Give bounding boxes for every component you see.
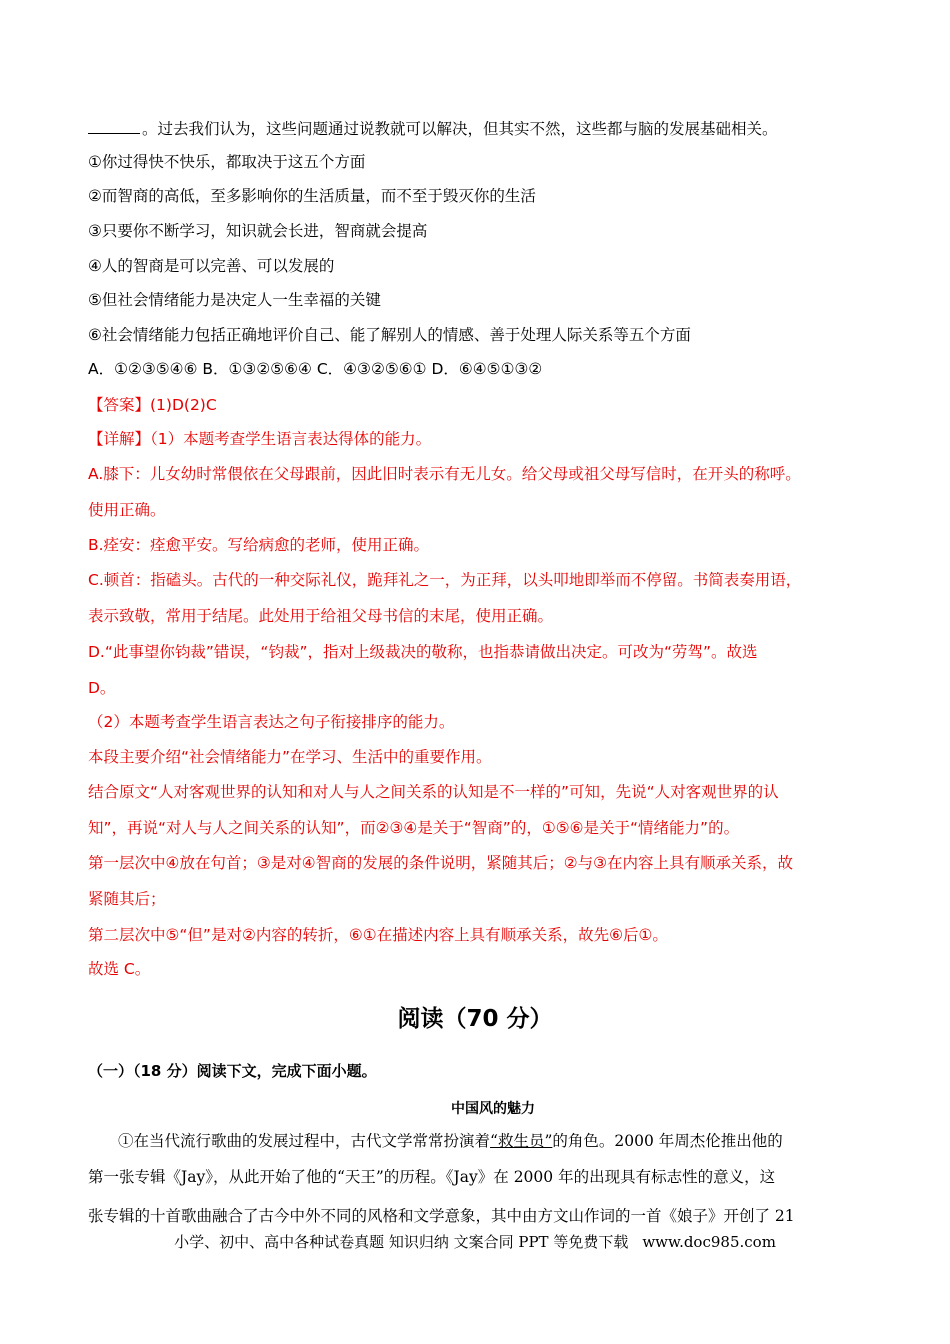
explanation-line: （2）本题考查学生语言表达之句子衔接排序的能力。 xyxy=(88,713,455,731)
footer-url: www.doc985.com xyxy=(642,1233,776,1251)
answer-choices: A．①②③⑤④⑥ B．①③②⑤⑥④ C．④③②⑤⑥① D．⑥④⑤①③② xyxy=(88,360,543,378)
article-quoted-term: “救生员” xyxy=(490,1132,553,1150)
sentence-option-6: ⑥社会情绪能力包括正确地评价自己、能了解别人的情感、善于处理人际关系等五个方面 xyxy=(88,326,691,344)
section-label: （一）（18 分）阅读下文，完成下面小题。 xyxy=(88,1062,377,1080)
sentence-option-5: ⑤但社会情绪能力是决定人一生幸福的关键 xyxy=(88,291,381,309)
sentence-option-3: ③只要你不断学习，知识就会长进，智商就会提高 xyxy=(88,222,428,240)
sentence-option-4: ④人的智商是可以完善、可以发展的 xyxy=(88,257,335,275)
explanation-line: 结合原文“人对客观世界的认知和对人与人之间关系的认知是不一样的”可知，先说“人对客观世界的认 xyxy=(88,783,779,801)
explanation-line: 紧随其后； xyxy=(88,890,166,908)
article-paragraph-line: 张专辑的十首歌曲融合了古今中外不同的风格和文学意象，其中由方文山作词的一首《娘子》开创了 21 xyxy=(88,1207,795,1225)
explanation-line: 【详解】（1）本题考查学生语言表达得体的能力。 xyxy=(88,430,432,448)
explanation-line: D.“此事望你钧裁”错误，“钧裁”，指对上级裁决的敬称，也指恭请做出决定。可改为“劳驾”。故选 xyxy=(88,643,758,661)
article-paragraph-line: 第一张专辑《Jay》，从此开始了他的“天王”的历程。《Jay》在 2000 年的出现具有标志性的意义，这 xyxy=(88,1168,776,1186)
article-paragraph-line xyxy=(118,1130,783,1152)
sentence-option-2: ②而智商的高低，至多影响你的生活质量，而不至于毁灭你的生活 xyxy=(88,187,536,205)
explanation-line: C.顿首：指磕头。古代的一种交际礼仪，跪拜礼之一，为正拜，以头叩地即举而不停留。书简表奏用语， xyxy=(88,571,802,589)
question-stem xyxy=(88,118,778,140)
page-footer xyxy=(0,1231,950,1252)
explanation-line: 第一层次中④放在句首；③是对④智商的发展的条件说明，紧随其后；②与③在内容上具有顺承关系，故 xyxy=(88,854,793,872)
explanation-line: 第二层次中⑤“但”是对②内容的转折，⑥①在描述内容上具有顺承关系，故先⑥后①。 xyxy=(88,926,668,944)
explanation-line: 使用正确。 xyxy=(88,501,166,519)
article-text: ①在当代流行歌曲的发展过程中，古代文学常常扮演着 xyxy=(118,1132,491,1150)
explanation-line: 本段主要介绍“社会情绪能力”在学习、生活中的重要作用。 xyxy=(88,748,492,766)
answer-line: 【答案】(1)D(2)C xyxy=(88,396,217,414)
explanation-line: 知”，再说“对人与人之间关系的认知”，而②③④是关于“智商”的，①⑤⑥是关于“情绪能力”的。 xyxy=(88,819,740,837)
explanation-line: A.膝下：儿女幼时常偎依在父母跟前，因此旧时表示有无儿女。给父母或祖父母写信时，在开头的称呼。 xyxy=(88,465,801,483)
sentence-option-1: ①你过得快不快乐，都取决于这五个方面 xyxy=(88,153,366,171)
question-stem-text: 。过去我们认为，这些问题通过说教就可以解决，但其实不然，这些都与脑的发展基础相关。 xyxy=(142,120,778,138)
article-title: 中国风的魅力 xyxy=(451,1101,535,1117)
reading-heading: 阅读（70 分） xyxy=(397,1006,553,1032)
fill-blank xyxy=(88,119,140,134)
footer-text: 小学、初中、高中各种试卷真题 知识归纳 文案合同 PPT 等免费下载 xyxy=(174,1233,629,1251)
article-text: 的角色。2000 年周杰伦推出他的 xyxy=(552,1132,783,1150)
explanation-line: 故选 C。 xyxy=(88,960,151,978)
explanation-line: 表示致敬，常用于结尾。此处用于给祖父母书信的末尾，使用正确。 xyxy=(88,607,554,625)
explanation-line: B.痊安：痊愈平安。写给病愈的老师，使用正确。 xyxy=(88,536,430,554)
explanation-line: D。 xyxy=(88,679,116,697)
